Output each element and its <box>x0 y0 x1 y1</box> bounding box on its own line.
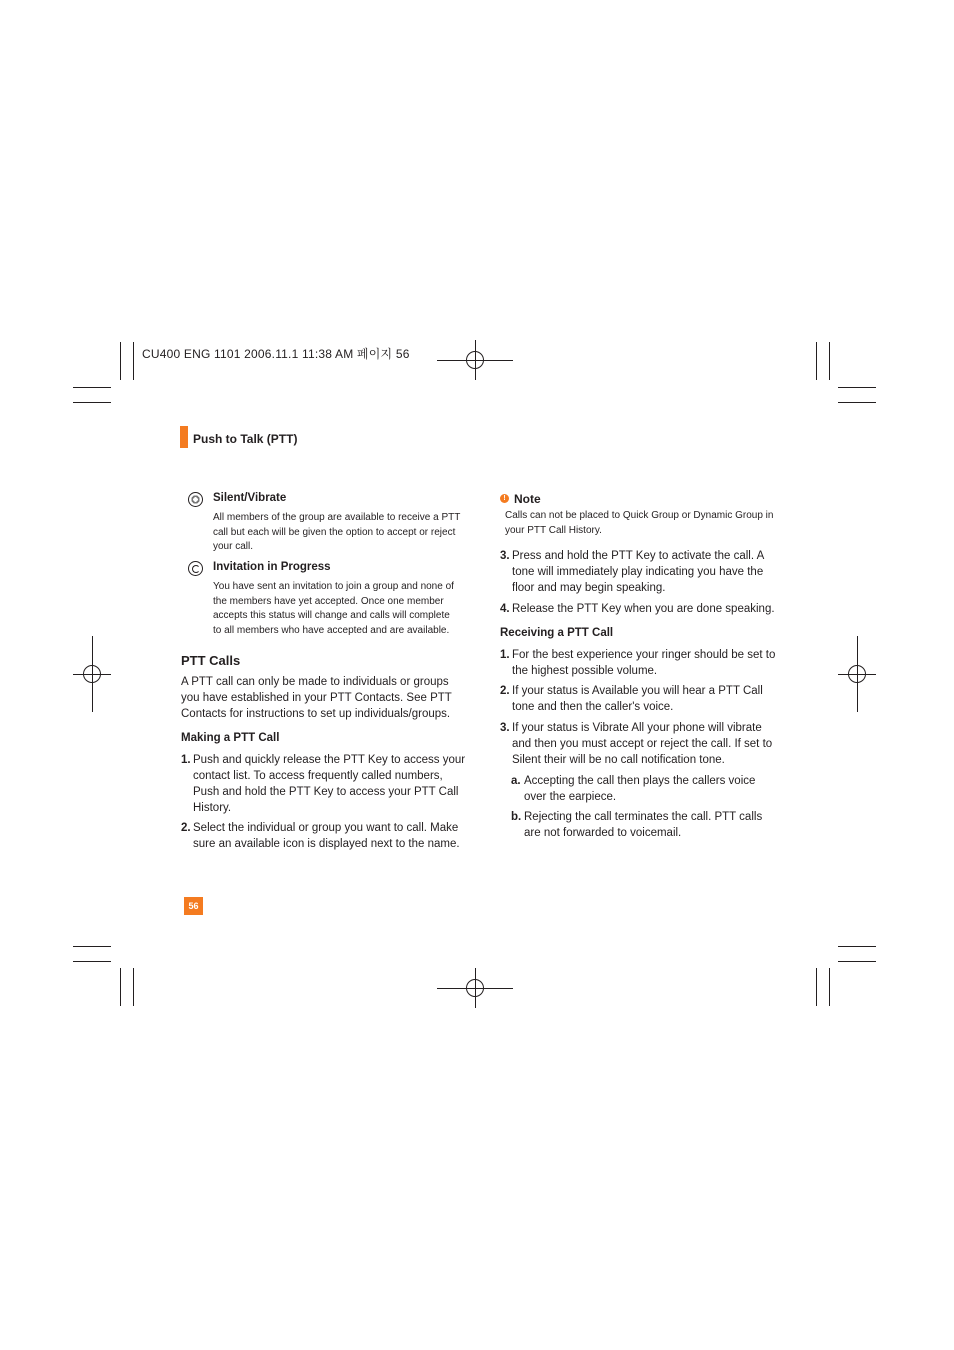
making-call-heading: Making a PTT Call <box>181 732 280 744</box>
silent-vibrate-icon <box>188 492 203 507</box>
receiving-step-1: 1. For the best experience your ringer should be set to the highest possible volume. <box>500 649 776 677</box>
making-step-2: 2. Select the individual or group you want to call. Make sure an available icon is displayed next to the name. <box>181 822 460 850</box>
receiving-substep-a: a. Accepting the call then plays the callers voice over the earpiece. <box>511 775 756 803</box>
making-step-1: 1. Push and quickly release the PTT Key to access your contact list. To access frequently called numbers, Push and hold the PTT Key to access your PTT Call History. <box>181 754 466 814</box>
status-desc-invitation: You have sent an invitation to join a group and none of the members have yet accepted. Once one member accepts this status will change and calls will complete to all members who have accepted and are available. <box>213 581 454 636</box>
page-number: 56 <box>184 897 203 915</box>
ptt-calls-intro: A PTT call can only be made to individuals or groups you have established in your PTT Contacts. See PTT Contacts for instructions to set up individuals/groups. <box>181 676 452 720</box>
receiving-step-3: 3. If your status is Vibrate All your phone will vibrate and then you must accept or reject the call. If set to Silent their will be no call notification tone. <box>500 722 773 766</box>
note-text: Calls can not be placed to Quick Group or Dynamic Group in your PTT Call History. <box>505 510 774 536</box>
section-accent-bar <box>180 426 188 448</box>
ptt-calls-heading: PTT Calls <box>181 653 241 668</box>
receiving-substep-b: b. Rejecting the call terminates the call. PTT calls are not forwarded to voicemail. <box>511 811 763 839</box>
print-slug: CU400 ENG 1101 2006.11.1 11:38 AM 페이지 56 <box>142 347 410 361</box>
status-desc-silent-vibrate: All members of the group are available to receive a PTT call but each will be given the option to accept or reject your call. <box>213 512 461 552</box>
note-icon: ! <box>500 494 509 503</box>
receiving-call-heading: Receiving a PTT Call <box>500 627 614 639</box>
making-step-4: 4. Release the PTT Key when you are done speaking. <box>500 603 775 615</box>
invitation-progress-icon <box>188 561 203 576</box>
status-title-invitation: Invitation in Progress <box>213 561 331 573</box>
receiving-step-2: 2. If your status is Available you will hear a PTT Call tone and then the caller's voice. <box>500 685 763 713</box>
status-title-silent-vibrate: Silent/Vibrate <box>213 492 287 504</box>
section-title: Push to Talk (PTT) <box>193 432 298 446</box>
note-title: Note <box>514 492 541 506</box>
making-step-3: 3. Press and hold the PTT Key to activate the call. A tone will immediately play indicating you have the floor and may begin speaking. <box>500 550 765 594</box>
